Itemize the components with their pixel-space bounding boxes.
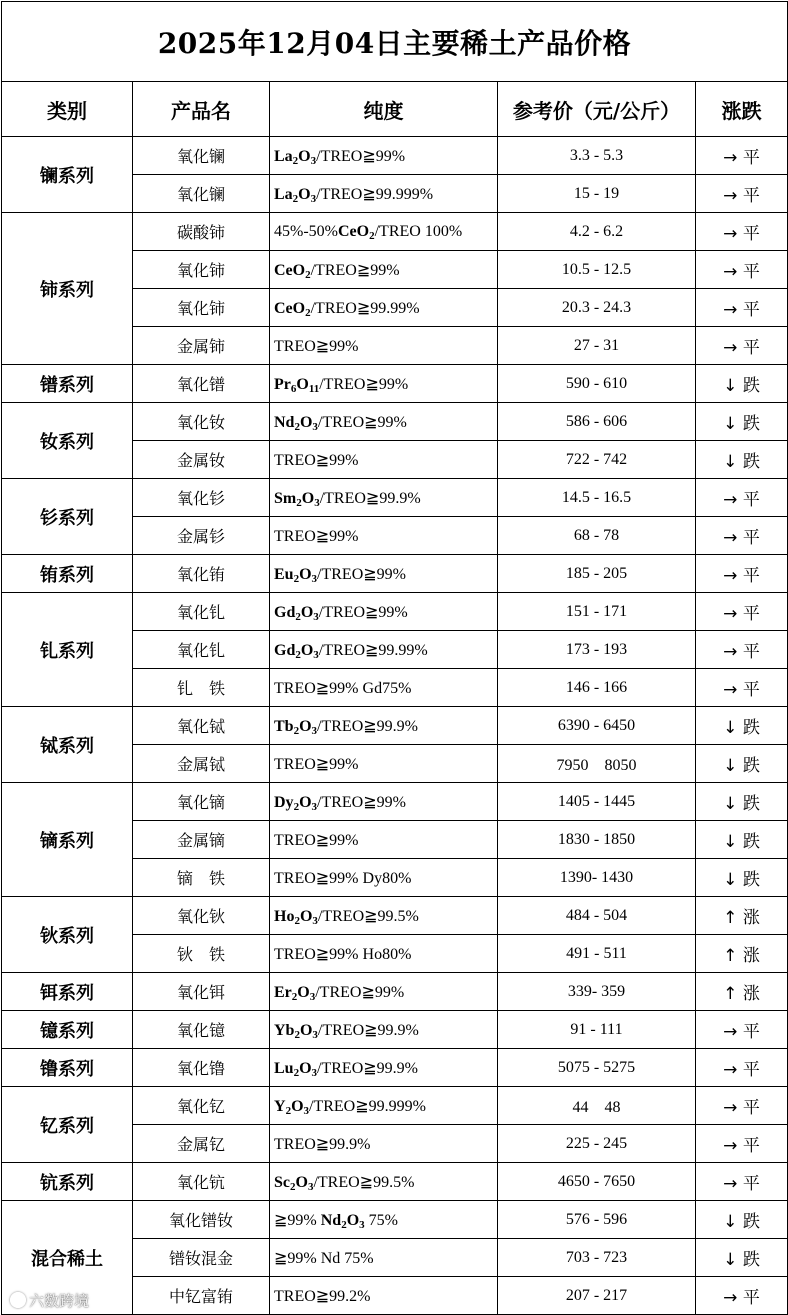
purity-text: O: [298, 185, 311, 203]
purity-cell: [270, 555, 498, 593]
purity-text: Nd: [274, 413, 295, 431]
series-cell: 镧系列: [2, 137, 133, 213]
table-row: [2, 1163, 788, 1201]
price-cell: 7950 8050: [498, 745, 696, 783]
purity-cell: [270, 1087, 498, 1125]
purity-text: 3: [314, 496, 320, 509]
series-cell: 钬系列: [2, 897, 133, 973]
purity-cell: [270, 1239, 498, 1277]
purity-cell: [270, 213, 498, 251]
product-cell: 氧化铒: [133, 973, 270, 1011]
trend-cell: → 平: [696, 1277, 788, 1315]
product-cell: 氧化铈: [133, 289, 270, 327]
purity-text: Pr: [274, 375, 291, 393]
table-row: [2, 1049, 788, 1087]
purity-text: 2: [292, 192, 299, 205]
price-cell: 3.3 - 5.3: [498, 137, 696, 175]
purity-text: 3: [313, 610, 319, 623]
price-cell: 14.5 - 16.5: [498, 479, 696, 517]
purity-text: Nd: [320, 1211, 342, 1229]
purity-text: O: [300, 641, 314, 659]
purity-text: 3: [311, 724, 318, 737]
table-row: [2, 1011, 788, 1049]
product-cell: 镨钕混金: [133, 1239, 270, 1277]
purity-cell: [270, 365, 498, 403]
purity-text: 3: [311, 1066, 318, 1079]
trend-cell: ↓ 跌: [696, 1239, 788, 1277]
purity-text: CeO: [337, 222, 370, 240]
product-cell: 金属钕: [133, 441, 270, 479]
trend-cell: → 平: [696, 669, 788, 707]
table-row: [2, 555, 788, 593]
trend-cell: ↓ 跌: [696, 821, 788, 859]
table-row: [2, 783, 788, 821]
price-cell: 1390- 1430: [498, 859, 696, 897]
purity-text: 2: [293, 572, 300, 585]
series-cell: 铽系列: [2, 707, 133, 783]
price-cell: 10.5 - 12.5: [498, 251, 696, 289]
trend-cell: → 平: [696, 631, 788, 669]
product-cell: 金属钇: [133, 1125, 270, 1163]
purity-cell: [270, 1163, 498, 1201]
trend-cell: → 平: [696, 137, 788, 175]
price-cell: 5075 - 5275: [498, 1049, 696, 1087]
header-price: 参考价（元/公斤）: [498, 82, 696, 137]
purity-cell: [270, 251, 498, 289]
purity-text: O: [296, 375, 309, 393]
series-cell: 镝系列: [2, 783, 133, 897]
table-row: [2, 1087, 788, 1125]
header-purity: 纯度: [270, 82, 498, 137]
price-cell: 207 - 217: [498, 1277, 696, 1315]
product-cell: 氧化钇: [133, 1087, 270, 1125]
purity-text: /TREO≧99%: [317, 793, 406, 811]
purity-text: /TREO 100%: [374, 222, 463, 240]
purity-text: TREO≧99% Dy80%: [274, 869, 412, 887]
purity-text: /TREO≧99%: [319, 375, 409, 393]
purity-text: /TREO≧99.5%: [313, 1173, 415, 1191]
price-cell: 586 - 606: [498, 403, 696, 441]
purity-text: Eu: [274, 565, 294, 583]
price-cell: 20.3 - 24.3: [498, 289, 696, 327]
purity-text: 3: [313, 648, 319, 661]
series-cell: 铒系列: [2, 973, 133, 1011]
product-cell: 氧化镝: [133, 783, 270, 821]
purity-text: Dy: [274, 793, 294, 811]
purity-cell: [270, 517, 498, 555]
trend-cell: ↓ 跌: [696, 365, 788, 403]
purity-text: /TREO≧99%: [318, 603, 408, 621]
product-cell: 氧化镱: [133, 1011, 270, 1049]
watermark-text: 六数跨境: [29, 1292, 90, 1310]
price-cell: 15 - 19: [498, 175, 696, 213]
purity-text: TREO≧99.2%: [274, 1287, 371, 1305]
purity-cell: [270, 403, 498, 441]
purity-text: /TREO≧99.9%: [317, 1059, 418, 1077]
purity-text: TREO≧99% Gd75%: [274, 679, 412, 697]
purity-cell: [270, 745, 498, 783]
purity-text: TREO≧99%: [274, 755, 359, 773]
purity-text: 2: [305, 268, 311, 281]
purity-text: /TREO≧99%: [315, 983, 405, 1001]
trend-cell: → 平: [696, 555, 788, 593]
purity-text: 2: [285, 1104, 292, 1117]
trend-cell: ↓ 跌: [696, 783, 788, 821]
series-cell: 混合稀土: [2, 1201, 133, 1315]
trend-cell: ↓ 跌: [696, 745, 788, 783]
purity-text: O: [295, 1173, 308, 1191]
series-cell: 钕系列: [2, 403, 133, 479]
purity-text: 3: [310, 154, 317, 167]
purity-text: O: [297, 983, 310, 1001]
product-cell: 碳酸铈: [133, 213, 270, 251]
trend-cell: ↑ 涨: [696, 935, 788, 973]
purity-text: Lu: [274, 1059, 294, 1077]
purity-text: CeO: [274, 299, 306, 317]
table-row: [2, 213, 788, 251]
purity-text: Yb: [274, 1021, 295, 1039]
purity-text: /TREO≧99.99%: [318, 641, 428, 659]
purity-text: /TREO≧99.999%: [316, 185, 434, 203]
purity-cell: [270, 973, 498, 1011]
purity-text: /TREO≧99%: [310, 261, 400, 279]
trend-cell: ↓ 跌: [696, 707, 788, 745]
purity-text: 3: [311, 572, 318, 585]
price-cell: 185 - 205: [498, 555, 696, 593]
purity-cell: [270, 1277, 498, 1315]
product-cell: 金属铽: [133, 745, 270, 783]
table-row: [2, 1201, 788, 1239]
purity-text: TREO≧99%: [274, 451, 359, 469]
purity-text: TREO≧99%: [274, 337, 359, 355]
series-cell: 钇系列: [2, 1087, 133, 1163]
purity-text: La: [274, 147, 293, 165]
purity-text: 11: [308, 382, 320, 395]
purity-text: 2: [294, 1028, 300, 1041]
purity-text: O: [291, 1097, 304, 1115]
table-row: [2, 479, 788, 517]
product-cell: 氧化钕: [133, 403, 270, 441]
purity-cell: [270, 669, 498, 707]
price-cell: 590 - 610: [498, 365, 696, 403]
purity-text: TREO≧99%: [274, 831, 359, 849]
purity-text: 3: [312, 914, 318, 927]
purity-cell: [270, 821, 498, 859]
purity-text: 2: [293, 800, 300, 813]
trend-cell: ↓ 跌: [696, 441, 788, 479]
trend-cell: ↑ 涨: [696, 897, 788, 935]
purity-cell: [270, 441, 498, 479]
price-cell: 27 - 31: [498, 327, 696, 365]
product-cell: 氧化镥: [133, 1049, 270, 1087]
purity-cell: [270, 1049, 498, 1087]
purity-cell: [270, 631, 498, 669]
purity-cell: [270, 707, 498, 745]
price-cell: 68 - 78: [498, 517, 696, 555]
purity-text: Y: [274, 1097, 286, 1115]
purity-text: O: [346, 1211, 360, 1229]
trend-cell: ↓ 跌: [696, 403, 788, 441]
price-cell: 225 - 245: [498, 1125, 696, 1163]
product-cell: 氧化铕: [133, 555, 270, 593]
trend-cell: → 平: [696, 1163, 788, 1201]
watermark: [10, 1290, 89, 1311]
purity-text: /TREO≧99.99%: [310, 299, 420, 317]
purity-text: /TREO≧99.5%: [317, 907, 419, 925]
price-cell: 4650 - 7650: [498, 1163, 696, 1201]
table-row: [2, 137, 788, 175]
table-row: [2, 897, 788, 935]
table-row: [2, 593, 788, 631]
trend-cell: → 平: [696, 1011, 788, 1049]
header-category: 类别: [2, 82, 133, 137]
purity-text: 3: [312, 420, 318, 433]
header-product: 产品名: [133, 82, 270, 137]
price-cell: 151 - 171: [498, 593, 696, 631]
product-cell: 中钇富铕: [133, 1277, 270, 1315]
purity-text: 3: [309, 990, 316, 1003]
purity-text: O: [299, 717, 312, 735]
purity-text: 2: [292, 154, 299, 167]
trend-cell: → 平: [696, 251, 788, 289]
trend-cell: → 平: [696, 213, 788, 251]
purity-cell: [270, 935, 498, 973]
trend-cell: ↑ 涨: [696, 973, 788, 1011]
purity-cell: [270, 1011, 498, 1049]
purity-text: 3: [310, 192, 317, 205]
watermark-logo-icon: [10, 1292, 26, 1308]
table-row: [2, 707, 788, 745]
header-row: [2, 82, 788, 137]
purity-text: Tb: [274, 717, 294, 735]
product-cell: 氧化镧: [133, 137, 270, 175]
trend-cell: → 平: [696, 479, 788, 517]
trend-cell: → 平: [696, 327, 788, 365]
purity-cell: [270, 897, 498, 935]
purity-text: TREO≧99% Ho80%: [274, 945, 412, 963]
trend-cell: → 平: [696, 593, 788, 631]
purity-text: 3: [303, 1104, 310, 1117]
purity-text: 6: [290, 382, 297, 395]
price-cell: 484 - 504: [498, 897, 696, 935]
purity-cell: [270, 289, 498, 327]
title-row: [2, 2, 788, 82]
trend-cell: → 平: [696, 1087, 788, 1125]
price-cell: 703 - 723: [498, 1239, 696, 1277]
product-cell: 氧化钐: [133, 479, 270, 517]
page-title: 2025年12月04日主要稀土产品价格: [2, 2, 788, 82]
table-row: [2, 365, 788, 403]
purity-text: CeO: [274, 261, 306, 279]
product-cell: 氧化镨钕: [133, 1201, 270, 1239]
purity-cell: [270, 137, 498, 175]
product-cell: 钆 铁: [133, 669, 270, 707]
trend-cell: → 平: [696, 517, 788, 555]
purity-text: /TREO≧99%: [317, 565, 406, 583]
purity-text: /TREO≧99.9%: [317, 717, 418, 735]
purity-text: O: [299, 907, 313, 925]
table-row: [2, 973, 788, 1011]
purity-text: Gd: [274, 641, 296, 659]
trend-cell: ↓ 跌: [696, 1201, 788, 1239]
purity-cell: [270, 783, 498, 821]
purity-text: 2: [305, 306, 311, 319]
product-cell: 钬 铁: [133, 935, 270, 973]
price-cell: 91 - 111: [498, 1011, 696, 1049]
trend-cell: → 平: [696, 1049, 788, 1087]
purity-text: O: [300, 603, 314, 621]
purity-text: 3: [312, 1028, 318, 1041]
purity-text: Ho: [274, 907, 295, 925]
purity-text: Gd: [274, 603, 296, 621]
purity-text: 2: [294, 914, 300, 927]
purity-text: /TREO≧99%: [317, 413, 407, 431]
purity-text: 3: [307, 1180, 314, 1193]
purity-text: 2: [295, 648, 301, 661]
purity-text: TREO≧99.9%: [274, 1135, 371, 1153]
purity-text: Er: [274, 983, 292, 1001]
purity-text: /TREO≧99.9%: [319, 489, 421, 507]
product-cell: 金属钐: [133, 517, 270, 555]
product-cell: 氧化镧: [133, 175, 270, 213]
series-cell: 钐系列: [2, 479, 133, 555]
purity-text: O: [301, 489, 315, 507]
product-cell: 镝 铁: [133, 859, 270, 897]
purity-text: 2: [290, 1180, 296, 1193]
series-cell: 铕系列: [2, 555, 133, 593]
table-row: [2, 403, 788, 441]
product-cell: 金属铈: [133, 327, 270, 365]
product-cell: 氧化钬: [133, 897, 270, 935]
purity-text: O: [299, 565, 312, 583]
product-cell: 氧化镨: [133, 365, 270, 403]
product-cell: 金属镝: [133, 821, 270, 859]
product-cell: 氧化铈: [133, 251, 270, 289]
price-cell: 576 - 596: [498, 1201, 696, 1239]
series-cell: 钪系列: [2, 1163, 133, 1201]
trend-cell: → 平: [696, 1125, 788, 1163]
purity-text: /TREO≧99%: [316, 147, 406, 165]
purity-text: Sc: [274, 1173, 290, 1191]
price-table: [1, 1, 788, 1315]
series-cell: 镨系列: [2, 365, 133, 403]
price-cell: 146 - 166: [498, 669, 696, 707]
price-cell: 173 - 193: [498, 631, 696, 669]
purity-text: 2: [369, 229, 375, 242]
purity-text: La: [274, 185, 293, 203]
price-cell: 44 48: [498, 1087, 696, 1125]
purity-text: 2: [293, 724, 300, 737]
price-cell: 6390 - 6450: [498, 707, 696, 745]
series-cell: 钆系列: [2, 593, 133, 707]
purity-text: 2: [296, 496, 302, 509]
series-cell: 镱系列: [2, 1011, 133, 1049]
price-cell: 722 - 742: [498, 441, 696, 479]
purity-cell: [270, 859, 498, 897]
price-cell: 4.2 - 6.2: [498, 213, 696, 251]
trend-cell: → 平: [696, 175, 788, 213]
purity-text: ≧99% Nd 75%: [274, 1249, 374, 1267]
series-cell: 镥系列: [2, 1049, 133, 1087]
purity-cell: [270, 593, 498, 631]
purity-text: 2: [293, 1066, 300, 1079]
product-cell: 氧化钆: [133, 631, 270, 669]
product-cell: 氧化铽: [133, 707, 270, 745]
purity-text: O: [299, 413, 313, 431]
purity-text: TREO≧99%: [274, 527, 359, 545]
purity-text: /TREO≧99.999%: [309, 1097, 426, 1115]
purity-text: O: [298, 147, 311, 165]
product-cell: 氧化钆: [133, 593, 270, 631]
purity-cell: [270, 175, 498, 213]
product-cell: 氧化钪: [133, 1163, 270, 1201]
series-cell: 铈系列: [2, 213, 133, 365]
purity-text: 2: [294, 420, 300, 433]
purity-text: 3: [359, 1218, 365, 1231]
price-cell: 491 - 511: [498, 935, 696, 973]
purity-text: 2: [341, 1218, 347, 1231]
price-cell: 339- 359: [498, 973, 696, 1011]
purity-text: 45%-50%: [274, 222, 338, 240]
purity-cell: [270, 1201, 498, 1239]
purity-text: 2: [291, 990, 298, 1003]
purity-text: 2: [295, 610, 301, 623]
purity-cell: [270, 479, 498, 517]
purity-text: /TREO≧99.9%: [317, 1021, 419, 1039]
purity-text: 3: [311, 800, 318, 813]
purity-text: O: [299, 1021, 313, 1039]
purity-text: O: [299, 1059, 312, 1077]
price-cell: 1405 - 1445: [498, 783, 696, 821]
purity-text: O: [299, 793, 312, 811]
purity-text: ≧99%: [274, 1211, 321, 1229]
trend-cell: ↓ 跌: [696, 859, 788, 897]
price-cell: 1830 - 1850: [498, 821, 696, 859]
purity-cell: [270, 1125, 498, 1163]
purity-text: Sm: [274, 489, 297, 507]
header-trend: 涨跌: [696, 82, 788, 137]
purity-text: 75%: [364, 1211, 398, 1229]
purity-cell: [270, 327, 498, 365]
trend-cell: → 平: [696, 289, 788, 327]
